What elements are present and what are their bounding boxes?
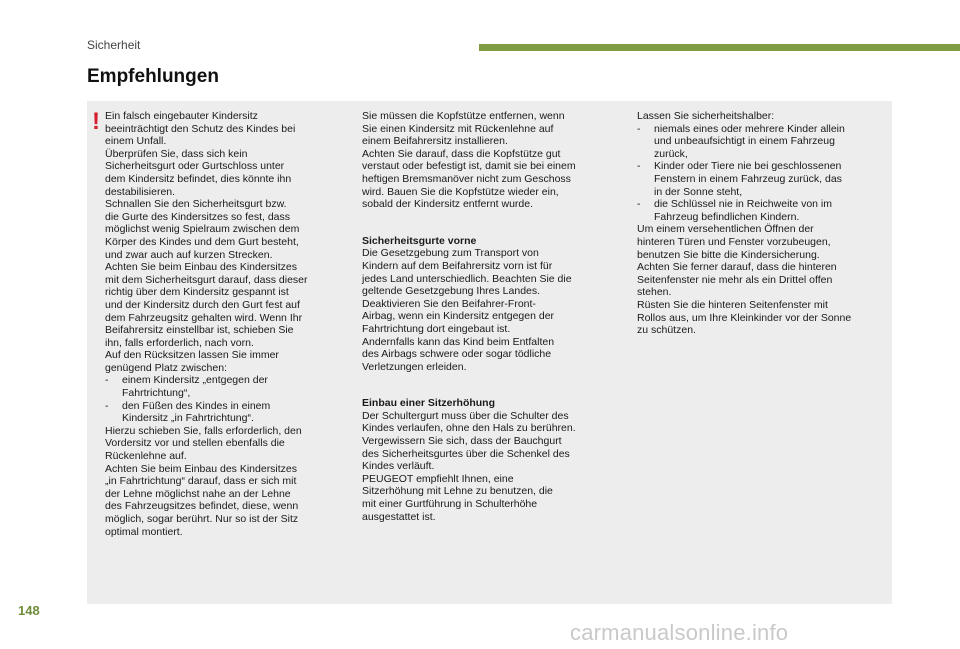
text-line: Rückenlehne auf.	[105, 450, 187, 463]
text-line: Airbag, wenn ein Kindersitz entgegen der	[362, 310, 555, 323]
text-line: Achten Sie beim Einbau des Kindersitzes	[105, 462, 298, 475]
text-line: mit dem Sicherheitsgurt darauf, dass dieser	[105, 273, 308, 286]
text-line: Kindes verlaufen, ohne den Hals zu berühren.	[362, 422, 576, 435]
text-line: benutzen Sie bitte die Kindersicherung.	[637, 248, 820, 261]
bullet-item	[637, 198, 887, 211]
page-number: 148	[18, 603, 40, 618]
text-line: möglich, sogar berührt. Nur so ist der Sitz	[105, 513, 299, 525]
watermark-text: carmanualsonline.info	[570, 620, 789, 645]
bullet-item	[105, 374, 349, 387]
text-line: destabilisieren.	[105, 185, 176, 198]
text-line: Überprüfen Sie, dass sich kein	[105, 147, 248, 160]
text-line: Rollos aus, um Ihre Kleinkinder vor der Sonne	[637, 311, 852, 324]
text-line: Deaktivieren Sie den Beifahrer-Front-	[362, 297, 536, 310]
text-line: Schnallen Sie den Sicherheitsgurt bzw.	[105, 198, 287, 211]
bullet-text-continued: und unbeaufsichtigt in einem Fahrzeug	[654, 135, 835, 148]
text-line: Körper des Kindes und dem Gurt besteht,	[105, 235, 299, 248]
text-line: zu schützen.	[637, 324, 696, 337]
text-line: der Lehne möglichst nahe an der Lehne	[105, 487, 291, 500]
text-line: Achten Sie darauf, dass die Kopfstütze gut	[362, 147, 561, 160]
text-line: Um einem versehentlichen Öffnen der	[637, 223, 814, 236]
text-line: des Fahrzeugsitzes befindet, diese, wenn	[105, 500, 299, 513]
text-line: Die Gesetzgebung zum Transport von	[362, 247, 539, 260]
text-line: jedes Land unterschiedlich. Beachten Sie die	[362, 272, 572, 285]
text-line: ihn, falls erforderlich, nach vorn.	[105, 336, 254, 349]
bullet-text: den Füßen des Kindes in einem	[122, 399, 271, 412]
bullet-dash: -	[105, 374, 109, 387]
text-line: Fahrtrichtung dort eingebaut ist.	[362, 322, 511, 335]
text-line: Kindes verläuft.	[362, 460, 435, 473]
text-line: dem Fahrzeugsitz gehalten wird. Wenn Ihr	[105, 311, 303, 324]
text-line: verstaut oder befestigt ist, damit sie bei einem	[362, 160, 576, 173]
header-accent-bar	[479, 44, 960, 51]
text-line: Vergewissern Sie sich, dass der Bauchgurt	[362, 435, 562, 448]
text-line: Sitzerhöhung mit Lehne zu benutzen, die	[362, 485, 553, 498]
text-line: wird. Bauen Sie die Kopfstütze wieder ein,	[362, 185, 559, 198]
bullet-text: die Schlüssel nie in Reichweite von im	[654, 198, 833, 211]
bullet-text: Kinder oder Tiere nie bei geschlossenen	[654, 160, 842, 173]
bullet-text-continued: Fahrzeug befindlichen Kindern.	[654, 210, 800, 223]
text-line: Rüsten Sie die hinteren Seitenfenster mit	[637, 298, 828, 311]
bullet-item	[637, 160, 887, 173]
text-line: Andernfalls kann das Kind beim Entfalten	[362, 335, 555, 348]
text-line: Beifahrersitz einstellbar ist, schieben Sie	[105, 324, 294, 337]
text-line: Der Schultergurt muss über die Schulter des	[362, 409, 569, 422]
bullet-text: einem Kindersitz „entgegen der	[122, 374, 268, 387]
bullet-item	[637, 123, 887, 136]
bullet-dash: -	[637, 198, 641, 211]
text-line: Vordersitz vor und stellen ebenfalls die	[105, 437, 285, 450]
text-line: Auf den Rücksitzen lassen Sie immer	[105, 349, 279, 362]
text-line: Hierzu schieben Sie, falls erforderlich, den	[105, 424, 302, 437]
bullet-text-continued: zurück,	[654, 147, 688, 160]
text-line: „in Fahrtrichtung“ darauf, dass er sich mit	[105, 475, 297, 488]
text-line: Sicherheitsgurt oder Gurtschloss unter	[105, 160, 285, 173]
text-line: und zwar auch auf kurzen Strecken.	[105, 248, 273, 261]
bullet-item	[105, 400, 349, 413]
text-line: Sie einen Kindersitz mit Rückenlehne auf	[362, 122, 554, 135]
text-line: richtig über dem Kindersitz gespannt ist	[105, 286, 289, 299]
column-left	[105, 110, 349, 538]
bullet-text-continued: Kindersitz „in Fahrtrichtung“.	[122, 412, 254, 425]
bullet-dash: -	[105, 399, 109, 412]
text-line: genügend Platz zwischen:	[105, 361, 227, 374]
text-line: des Airbags schwere oder sogar tödliche	[362, 348, 552, 361]
text-line: heftigen Bremsmanöver nicht zum Geschoss	[362, 172, 571, 185]
text-line: Verletzungen erleiden.	[362, 360, 467, 373]
bullet-dash: -	[637, 160, 641, 173]
text-line: einem Beifahrersitz installieren.	[362, 135, 508, 148]
text-line: Achten Sie beim Einbau des Kindersitzes	[105, 261, 298, 274]
text-line: einem Unfall.	[105, 135, 167, 148]
bullet-text: niemals eines oder mehrere Kinder allein	[654, 122, 845, 135]
subheading-front-seatbelts: Sicherheitsgurte vorne	[362, 234, 477, 247]
subheading-booster-seat: Einbau einer Sitzerhöhung	[362, 397, 496, 410]
content-panel	[87, 101, 892, 604]
bullet-dash: -	[637, 122, 641, 135]
bullet-text-continued: in der Sonne steht,	[654, 185, 743, 198]
section-label: Sicherheit	[87, 38, 141, 52]
text-line: mit einer Gurtführung in Schulterhöhe	[362, 498, 538, 511]
text-line: die Gurte des Kindersitzes so fest, dass	[105, 210, 291, 223]
text-line: Seitenfenster nie mehr als ein Drittel offen	[637, 273, 833, 286]
text-line: beeinträchtigt den Schutz des Kindes bei	[105, 122, 296, 135]
page-title: Empfehlungen	[87, 66, 219, 87]
text-line: Sie müssen die Kopfstütze entfernen, wenn	[362, 110, 565, 122]
text-line: und der Kindersitz durch den Gurt fest auf	[105, 298, 300, 311]
text-line: hinteren Türen und Fenster vorzubeugen,	[637, 235, 831, 248]
text-line: sobald der Kindersitz entfernt wurde.	[362, 198, 534, 211]
warning-icon: !	[92, 108, 100, 135]
text-line: Achten Sie ferner darauf, dass die hinteren	[637, 261, 837, 274]
text-line: dem Kindersitz befindet, dies könnte ihn	[105, 172, 292, 185]
text-line: Kindern auf dem Beifahrersitz vorn ist für	[362, 259, 553, 272]
text-line: geltende Gesetzgebung Ihres Landes.	[362, 285, 541, 298]
text-line: Lassen Sie sicherheitshalber:	[637, 110, 775, 122]
text-line: ausgestattet ist.	[362, 510, 436, 523]
bullet-text-continued: Fenstern in einem Fahrzeug zurück, das	[654, 172, 842, 185]
column-right	[637, 110, 887, 337]
text-line: PEUGEOT empfiehlt Ihnen, eine	[362, 472, 514, 485]
bullet-text-continued: Fahrtrichtung“,	[122, 387, 191, 400]
text-line: optimal montiert.	[105, 525, 183, 538]
text-line: Ein falsch eingebauter Kindersitz	[105, 110, 258, 122]
text-line: stehen.	[637, 286, 672, 299]
column-middle	[362, 110, 612, 523]
text-line: des Sicherheitsgurtes über die Schenkel des	[362, 447, 570, 460]
text-line: möglichst wenig Spielraum zwischen dem	[105, 223, 300, 236]
